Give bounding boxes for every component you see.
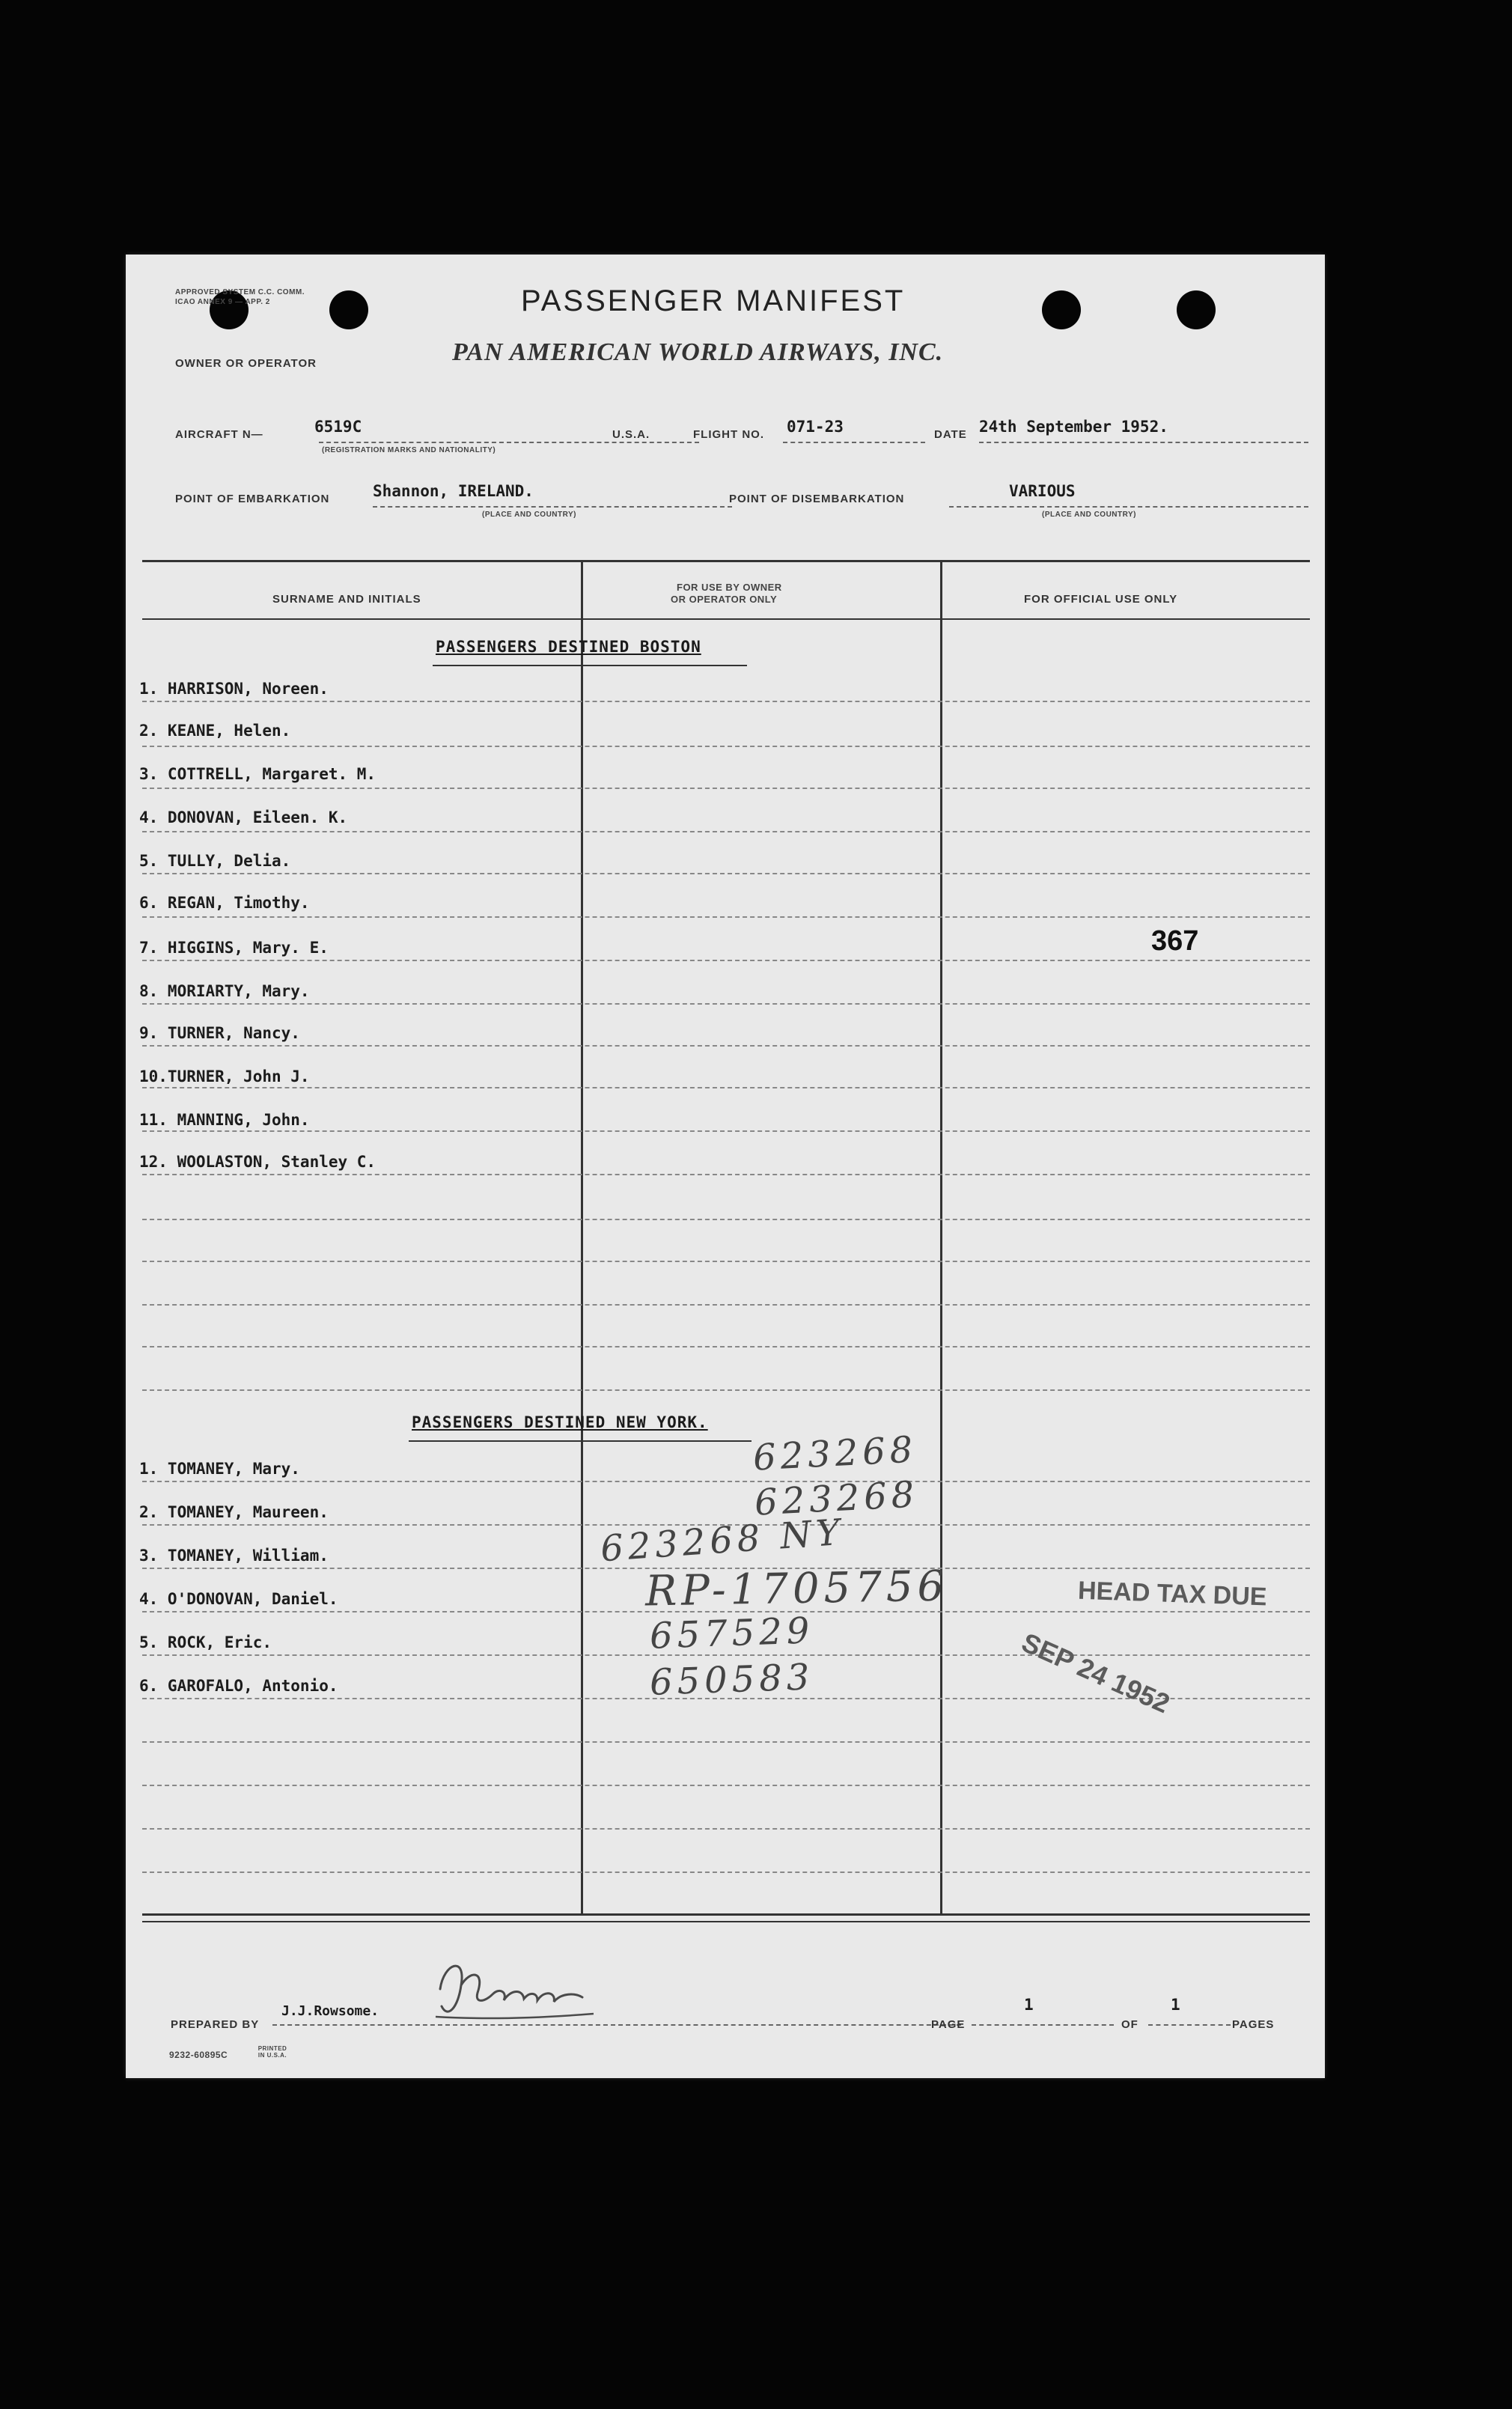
flight-value: 071-23 bbox=[787, 418, 844, 436]
column-divider bbox=[940, 561, 942, 1915]
of-value: 1 bbox=[1171, 1996, 1180, 2014]
col-owner-header-2: OR OPERATOR ONLY bbox=[671, 594, 778, 605]
pages-label: PAGES bbox=[1232, 2018, 1275, 2031]
passenger-row: 4. DONOVAN, Eileen. K. bbox=[139, 808, 348, 826]
manifest-sheet bbox=[126, 255, 1325, 2078]
embark-label: POINT OF EMBARKATION bbox=[175, 493, 330, 505]
prepared-label: PREPARED BY bbox=[171, 2018, 260, 2031]
col-owner-header-1: FOR USE BY OWNER bbox=[677, 582, 782, 593]
aircraft-value: 6519C bbox=[314, 418, 362, 436]
head-tax-stamp: HEAD TAX DUE bbox=[1077, 1576, 1268, 1612]
passenger-row: 1. HARRISON, Noreen. bbox=[139, 680, 329, 698]
of-label: OF bbox=[1121, 2018, 1138, 2031]
owner-value: PAN AMERICAN WORLD AIRWAYS, INC. bbox=[452, 338, 944, 366]
disembark-value: VARIOUS bbox=[1009, 482, 1076, 500]
flight-label: FLIGHT NO. bbox=[693, 428, 764, 441]
passenger-row: 2. KEANE, Helen. bbox=[139, 722, 291, 740]
passenger-row: 3. COTTRELL, Margaret. M. bbox=[139, 765, 377, 783]
printed-note: PRINTED IN U.S.A. bbox=[257, 2045, 287, 2059]
page-value: 1 bbox=[1024, 1996, 1034, 2014]
passenger-row: 4. O'DONOVAN, Daniel. bbox=[139, 1590, 338, 1608]
section-header-boston: PASSENGERS DESTINED BOSTON bbox=[436, 638, 701, 656]
aircraft-label: AIRCRAFT N— bbox=[175, 428, 263, 441]
handwritten-number: 657529 bbox=[649, 1609, 815, 1657]
form-number: 9232-60895C bbox=[169, 2050, 228, 2060]
passenger-row: 11. MANNING, John. bbox=[139, 1111, 310, 1129]
passenger-row: 9. TURNER, Nancy. bbox=[139, 1024, 300, 1042]
country-label: U.S.A. bbox=[612, 428, 650, 441]
date-label: DATE bbox=[934, 428, 967, 441]
approval-note: APPROVED SYSTEM C.C. COMM. ICAO ANNEX 9 — APP. 2 bbox=[175, 288, 305, 306]
passenger-row: 12. WOOLASTON, Stanley C. bbox=[139, 1153, 377, 1171]
passenger-row: 10.TURNER, John J. bbox=[139, 1068, 310, 1085]
handwritten-number: 650583 bbox=[649, 1656, 815, 1704]
owner-label: OWNER OR OPERATOR bbox=[175, 357, 317, 370]
punch-hole bbox=[329, 290, 368, 329]
passenger-row: 2. TOMANEY, Maureen. bbox=[139, 1503, 329, 1521]
handwritten-number: RP-1705756 bbox=[644, 1562, 949, 1616]
passenger-row: 6. GAROFALO, Antonio. bbox=[139, 1677, 338, 1695]
handwritten-number: 623268 bbox=[753, 1473, 920, 1524]
passenger-row: 7. HIGGINS, Mary. E. bbox=[139, 939, 329, 957]
handwritten-number: 623268 NY bbox=[599, 1511, 846, 1571]
col-names-header: SURNAME AND INITIALS bbox=[272, 593, 421, 606]
prepared-value: J.J.Rowsome. bbox=[281, 2003, 379, 2019]
embark-sublabel: (PLACE AND COUNTRY) bbox=[482, 511, 576, 519]
passenger-row: 3. TOMANEY, William. bbox=[139, 1547, 329, 1565]
punch-hole bbox=[1042, 290, 1081, 329]
signature bbox=[425, 1948, 612, 2030]
embark-value: Shannon, IRELAND. bbox=[373, 482, 534, 500]
punch-hole bbox=[1177, 290, 1216, 329]
passenger-row: 1. TOMANEY, Mary. bbox=[139, 1460, 300, 1478]
stamp-date: SEP 24 1952 bbox=[1017, 1626, 1174, 1720]
passenger-row: 6. REGAN, Timothy. bbox=[139, 894, 310, 912]
disembark-sublabel: (PLACE AND COUNTRY) bbox=[1042, 511, 1136, 519]
disembark-label: POINT OF DISEMBARKATION bbox=[729, 493, 905, 505]
passenger-row: 5. TULLY, Delia. bbox=[139, 852, 291, 870]
col-official-header: FOR OFFICIAL USE ONLY bbox=[1024, 593, 1178, 606]
official-number: 367 bbox=[1151, 925, 1199, 957]
aircraft-sublabel: (REGISTRATION MARKS AND NATIONALITY) bbox=[322, 446, 496, 454]
handwritten-number: 623268 bbox=[752, 1428, 918, 1479]
section-header-new-york: PASSENGERS DESTINED NEW YORK. bbox=[412, 1413, 708, 1431]
passenger-row: 5. ROCK, Eric. bbox=[139, 1633, 272, 1651]
passenger-row: 8. MORIARTY, Mary. bbox=[139, 982, 310, 1000]
page-label: PAGE bbox=[931, 2018, 966, 2031]
column-divider bbox=[581, 561, 583, 1915]
form-title: PASSENGER MANIFEST bbox=[521, 284, 906, 317]
date-value: 24th September 1952. bbox=[979, 418, 1168, 436]
